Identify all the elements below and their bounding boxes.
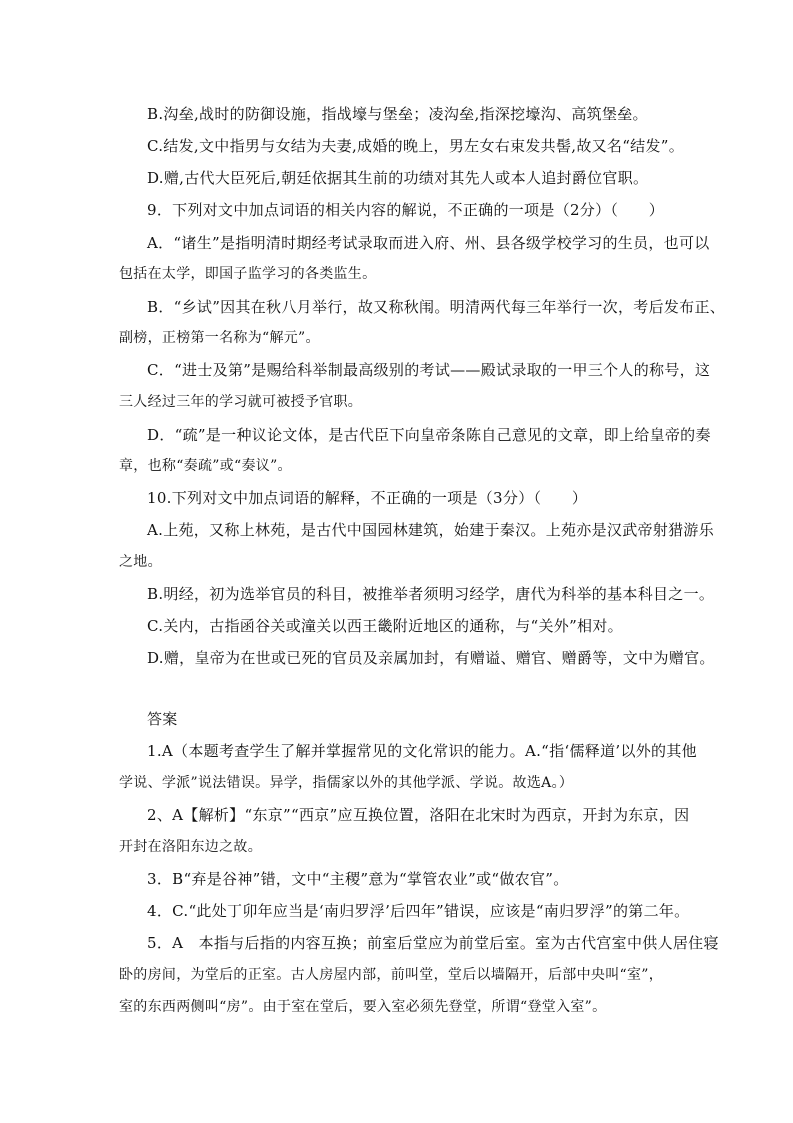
answer-5-cont-1: 卧的房间，为堂后的正室。古人房屋内部，前叫堂，堂后以墙隔开，后部中央叫“室”，: [119, 967, 664, 983]
q10-option-b: B.明经，初为选举官员的科目，被推举者须明习经学，唐代为科举的基本科目之一。: [147, 585, 715, 603]
option-c-jiefa: C.结发,文中指男与女结为夫妻,成婚的晚上，男左女右束发共髻,故又名“结发”。: [147, 137, 685, 155]
answer-1: 1.A（本题考查学生了解并掌握常见的文化常识的能力。A.“指‘儒释道’以外的其他: [147, 742, 697, 760]
q9-option-a: A．“诸生”是指明清时期经考试录取而进入府、州、县各级学校学习的生员，也可以: [147, 234, 710, 252]
q10-option-c: C.关内，古指函谷关或潼关以西王畿附近地区的通称，与“关外”相对。: [147, 617, 623, 635]
answers-heading: 答案: [147, 710, 178, 728]
answer-3: 3．B“弃是谷神”错，文中“主稷”意为“掌管农业”或“做农官”。: [147, 870, 569, 888]
q10-option-a: A.上苑，又称上林苑，是古代中国园林建筑，始建于秦汉。上苑亦是汉武帝射猎游乐: [147, 521, 715, 539]
q9-option-b: B．“乡试”因其在秋八月举行，故又称秋闱。明清两代每三年举行一次，考后发布正、: [147, 298, 726, 316]
answer-2-cont: 开封在洛阳东边之故。: [119, 839, 262, 855]
q9-option-d-cont: 章，也称“奏疏”或“奏议”。: [119, 458, 292, 474]
option-d-zeng: D.赠,古代大臣死后,朝廷依据其生前的功绩对其先人或本人追封爵位官职。: [147, 169, 649, 187]
answer-1-cont: 学说、学派”说法错误。异学，指儒家以外的其他学派、学说。故选A。）: [119, 775, 574, 791]
question-9-stem: 9．下列对文中加点词语的相关内容的解说，不正确的一项是（2分）（ ）: [147, 201, 665, 219]
answer-2: 2、A【解析】“东京”“西京”应互换位置，洛阳在北宋时为西京，开封为东京，因: [147, 806, 690, 824]
q9-option-c-cont: 三人经过三年的学习就可被授予官职。: [119, 394, 363, 410]
q10-option-d: D.赠，皇帝为在世或已死的官员及亲属加封，有赠谥、赠官、赠爵等，文中为赠官。: [147, 649, 715, 667]
option-b-goulei: B.沟垒,战时的防御设施，指战壕与堡垒；凌沟垒,指深挖壕沟、高筑堡垒。: [147, 105, 648, 123]
answer-5: 5．A 本指与后指的内容互换；前室后堂应为前堂后室。室为古代宫室中供人居住寝: [147, 934, 719, 952]
q9-option-c: C．“进士及第”是赐给科举制最高级别的考试——殿试录取的一甲三个人的称号，这: [147, 361, 711, 379]
q9-option-d: D．“疏”是一种议论文体，是古代臣下向皇帝条陈自己意见的文章，即上给皇帝的奏: [147, 426, 711, 444]
answer-5-cont-2: 室的东西两侧叫“房”。由于室在堂后，要入室必须先登堂，所谓“登堂入室”。: [119, 999, 607, 1015]
answer-4: 4．C.“此处丁卯年应当是‘南归罗浮’后四年”错误，应该是“南归罗浮”的第二年。: [147, 902, 690, 920]
q9-option-b-cont: 副榜，正榜第一名称为“解元”。: [119, 330, 320, 346]
q9-option-a-cont: 包括在太学，即国子监学习的各类监生。: [119, 266, 377, 282]
q10-option-a-cont: 之地。: [119, 554, 162, 570]
question-10-stem: 10.下列对文中加点词语的解释，不正确的一项是（3分）（ ）: [147, 489, 588, 507]
